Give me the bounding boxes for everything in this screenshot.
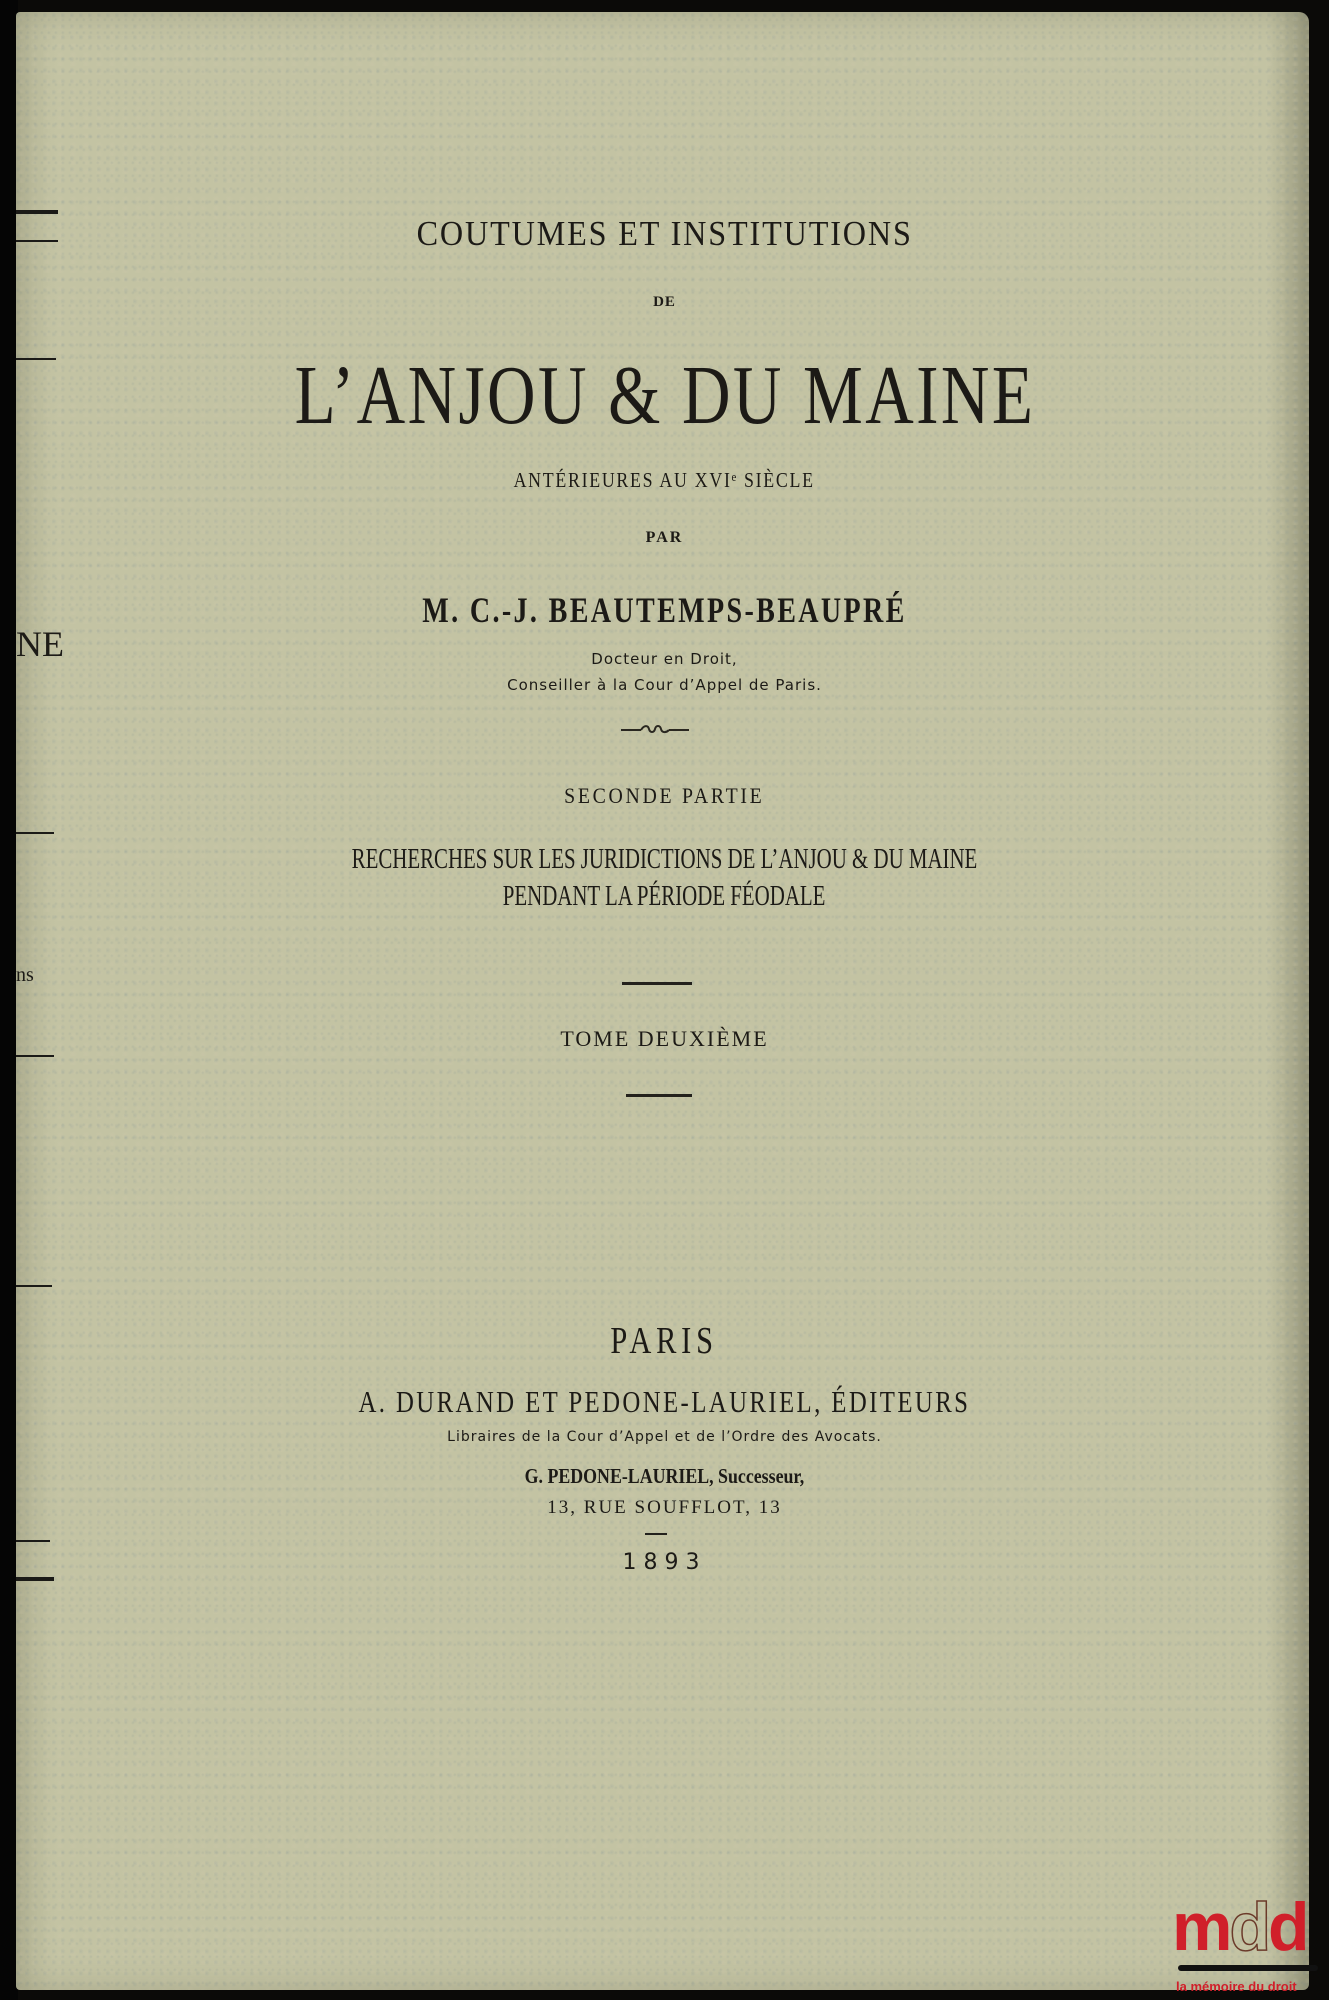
author-credential: Docteur en Droit, [591, 650, 738, 668]
subtitle: ANTÉRIEURES AU XVIᵉ SIÈCLE [513, 468, 816, 492]
spine-rule [16, 1540, 50, 1542]
part-title-line: RECHERCHES SUR LES JURIDICTIONS DE L’ANJOU & DU MAINE [351, 843, 978, 875]
main-title: L’ANJOU & DU MAINE [294, 349, 1035, 442]
logo-wordmark: mdd [1172, 1889, 1307, 1965]
logo-underline [1178, 1965, 1318, 1971]
imprint-publisher-note: Libraires de la Cour d’Appel et de l’Ordre des Avocats. [447, 1429, 882, 1445]
spine-fragment: ns [16, 964, 34, 986]
logo-tagline: la mémoire du droit [1176, 1979, 1297, 1994]
spine-rule [16, 1055, 54, 1057]
part-label: SECONDE PARTIE [564, 783, 765, 808]
ornament-flourish-icon [619, 722, 691, 736]
mdd-logo [1172, 1889, 1322, 1998]
volume-label: TOME DEUXIÈME [560, 1026, 769, 1051]
imprint-publisher: A. DURAND ET PEDONE-LAURIEL, ÉDITEURS [358, 1384, 971, 1419]
author-credential: Conseiller à la Cour d’Appel de Paris. [507, 676, 822, 694]
author-name: M. C.-J. BEAUTEMPS-BEAUPRÉ [422, 590, 907, 630]
title-connector: DE [653, 294, 676, 310]
spine-rule [16, 210, 58, 214]
imprint-year: 1893 [622, 1550, 707, 1575]
series-title: COUTUMES ET INSTITUTIONS [416, 214, 913, 253]
spine-fragment: NE [16, 624, 64, 664]
imprint-address: 13, RUE SOUFFLOT, 13 [547, 1497, 782, 1518]
imprint-successor: G. PEDONE-LAURIEL, Successeur, [524, 1464, 805, 1488]
part-title-line: PENDANT LA PÉRIODE FÉODALE [503, 880, 826, 912]
by-label: PAR [645, 529, 684, 546]
imprint-city: PARIS [610, 1320, 719, 1362]
divider-rule [626, 1094, 692, 1097]
spine-rule [16, 1577, 54, 1581]
divider-rule [645, 1533, 667, 1535]
divider-rule [622, 982, 692, 985]
spine-rule [16, 1285, 52, 1287]
spine-rule [16, 832, 54, 834]
